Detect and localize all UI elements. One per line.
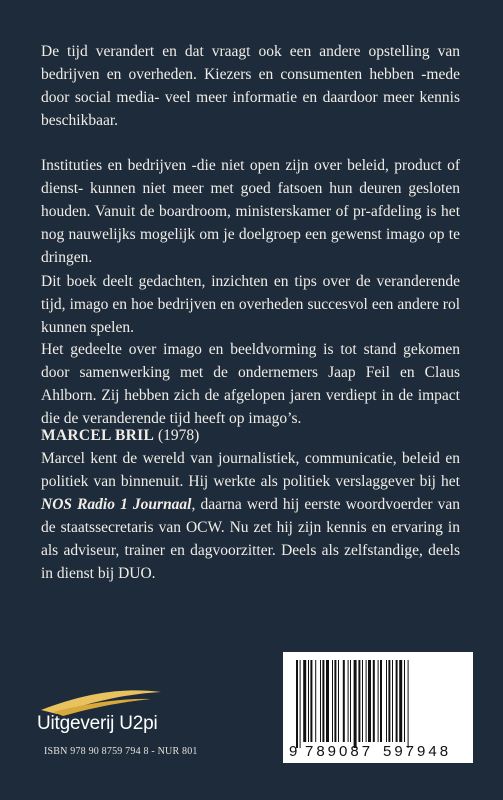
barcode-group-1: 789087 <box>305 743 374 760</box>
bio-text-part-1: Marcel kent de wereld van journalistiek, communicatie, beleid en politiek van binnenuit. Hij werkte als politiek verslaggever bij het <box>41 450 460 490</box>
author-name: MARCEL BRIL <box>41 427 155 444</box>
blurb-paragraph-4: Het gedeelte over imago en beeldvorming is tot stand gekomen door samenwerking met de ondernemers Jaap Feil en Claus Ahlborn. Zij hebben zich de afgelopen jaren verdiept in de impact die de veranderende tijd heeft op imago’s. <box>41 341 460 427</box>
author-bio-text <box>41 447 460 585</box>
barcode-first-digit: 9 <box>289 743 298 760</box>
blurb-paragraph-2: Instituties en bedrijven -die niet open zijn over beleid, product of dienst- kunnen niet meer met goed fatsoen hun deuren gesloten houden. Vanuit de boardroom, ministerskamer of pr-afdeling is het nog nauwelijks mogelijk om je doelgroep een gewenst imago op te dringen. <box>41 157 460 266</box>
author-heading <box>41 424 460 447</box>
isbn-line: ISBN 978 90 8759 794 8 - NUR 801 <box>44 746 198 757</box>
author-bio <box>41 424 460 585</box>
blurb-paragraph-1: De tijd verandert en dat vraagt ook een andere opstelling van bedrijven en overheden. Kiezers en consumenten hebben -mede door social media- veel meer informatie en daardoor meer kennis beschikbaar. <box>41 43 460 129</box>
bio-text-part-2: , daarna werd hij eerste woordvoerder van de staatssecretaris van OCW. Nu zet hij zijn kennis en ervaring in als adviseur, trainer en dagvoorzitter. Deels als zelfstandige, deels in dienst bij DUO. <box>41 496 461 582</box>
bio-emphasis: NOS Radio 1 Journaal <box>41 496 192 513</box>
barcode-digits <box>283 743 473 761</box>
blurb-paragraph-3: Dit boek deelt gedachten, inzichten en tips over de veranderende tijd, imago en hoe bedrijven en overheden succesvol een andere rol kunnen spelen. <box>41 273 460 336</box>
author-year: (1978) <box>157 427 200 444</box>
publisher-name: Uitgeverij U2pi <box>37 713 158 734</box>
barcode <box>283 652 473 763</box>
barcode-group-2: 597948 <box>383 743 452 760</box>
